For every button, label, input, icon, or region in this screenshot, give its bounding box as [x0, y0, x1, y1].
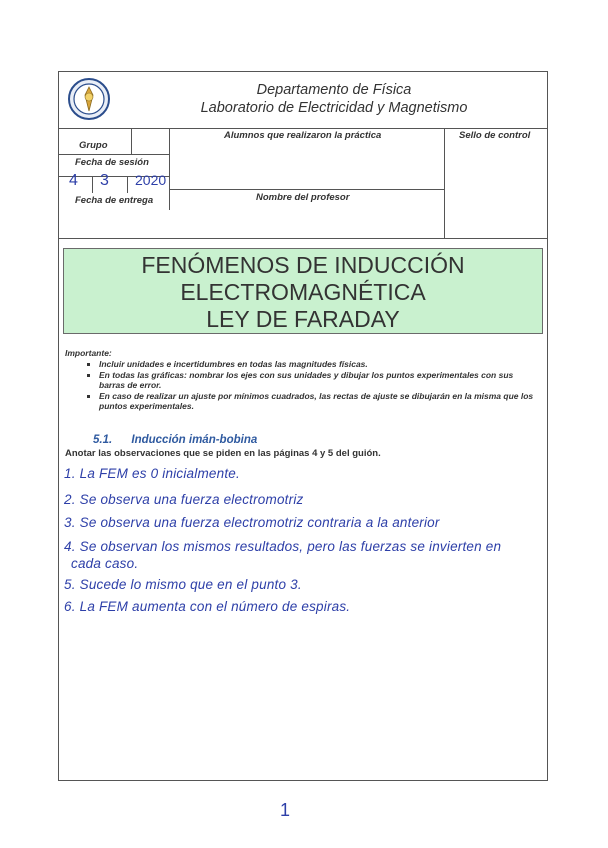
page-number: 1 [280, 800, 291, 820]
title-banner [63, 248, 543, 334]
title-line: FENÓMENOS DE INDUCCIÓN [141, 252, 465, 278]
list-item: ▪ Incluir unidades e incertidumbres en todas las magnitudes físicas. [99, 359, 535, 369]
section-title: Inducción imán-bobina [131, 434, 258, 446]
header [59, 72, 547, 129]
seal-label: Sello de control [459, 130, 531, 141]
session-date-label: Fecha de sesión [75, 157, 149, 168]
observation-line: 2. Se observa una fuerza electromotriz [64, 492, 304, 507]
observation-line: 3. Se observa una fuerza electromotriz contraria a la anterior [64, 515, 440, 530]
list-item: ▪ En todas las gráficas: nombrar los ejes con sus unidades y dibujar los puntos experimentales con sus barras de error. [99, 370, 535, 390]
group-label: Grupo [79, 140, 108, 151]
observation-line: 4. Se observan los mismos resultados, pero las fuerzas se invierten en [64, 539, 502, 554]
department-heading [184, 81, 484, 117]
document-frame [58, 71, 548, 781]
title-line: ELECTROMAGNÉTICA [180, 279, 426, 305]
observation-line: 1. La FEM es 0 inicialmente. [64, 466, 240, 481]
session-day: 4 [69, 172, 78, 189]
delivery-date-label: Fecha de entrega [75, 195, 154, 206]
divider [127, 177, 128, 193]
laboratory-name: Laboratorio de Electricidad y Magnetismo [200, 100, 468, 116]
divider [169, 189, 444, 190]
info-form [59, 128, 547, 239]
divider [131, 128, 132, 154]
session-month: 3 [100, 172, 109, 189]
divider [59, 154, 169, 155]
observation-line: 6. La FEM aumenta con el número de espiras. [64, 599, 351, 614]
list-item: ▪ En caso de realizar un ajuste por mínimos cuadrados, las rectas de ajuste se dibujarán en la misma que los puntos experimentales. [99, 391, 535, 411]
divider [169, 128, 170, 210]
important-heading: Importante: [65, 348, 112, 358]
important-notes [65, 348, 535, 412]
section-heading [93, 434, 257, 446]
observation-line: cada caso. [71, 556, 139, 571]
divider [444, 128, 445, 238]
session-year: 2020 [135, 172, 167, 188]
students-label: Alumnos que realizaron la práctica [224, 130, 382, 141]
section-note: Anotar las observaciones que se piden en las páginas 4 y 5 del guión. [65, 448, 381, 459]
divider [92, 177, 93, 193]
important-list [65, 359, 535, 411]
university-seal-icon [64, 76, 114, 122]
section-number: 5.1. [93, 434, 113, 446]
department-name: Departamento de Física [256, 82, 412, 98]
observation-line: 5. Sucede lo mismo que en el punto 3. [64, 577, 302, 592]
professor-label: Nombre del profesor [256, 192, 350, 203]
title-line: LEY DE FARADAY [206, 306, 400, 332]
